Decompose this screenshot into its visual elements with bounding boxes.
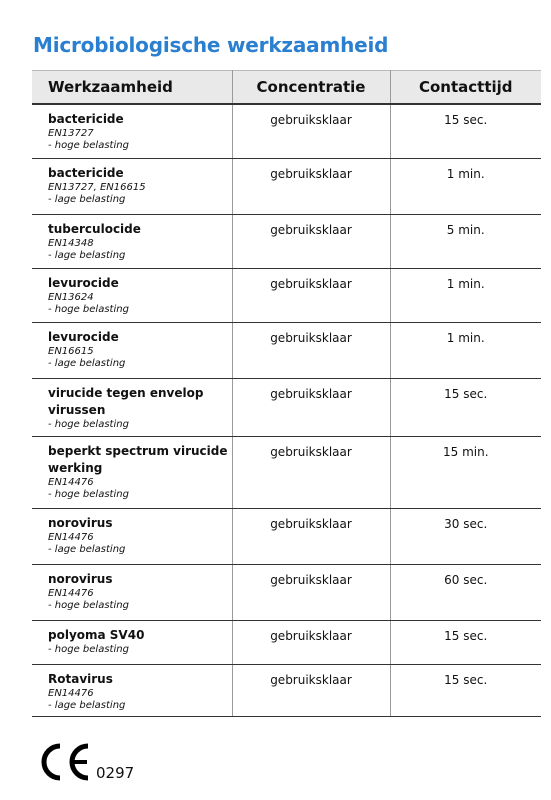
table-row bbox=[32, 664, 541, 716]
concentration-cell: gebruiksklaar bbox=[232, 104, 390, 158]
contact-time-cell: 15 sec. bbox=[390, 664, 541, 716]
contact-time-cell: 1 min. bbox=[390, 158, 541, 214]
notified-body-number: 0297 bbox=[96, 764, 135, 782]
activity-load: - lage belasting bbox=[48, 249, 126, 261]
table-row bbox=[32, 378, 541, 436]
contact-time-cell: 15 sec. bbox=[390, 104, 541, 158]
concentration-cell: gebruiksklaar bbox=[232, 158, 390, 214]
activity-name: beperkt spectrum virucide werking bbox=[48, 443, 228, 475]
activity-standard: EN14476 bbox=[48, 587, 94, 599]
contact-time-cell: 15 min. bbox=[390, 436, 541, 508]
table-row bbox=[32, 436, 541, 508]
activity-load: - lage belasting bbox=[48, 193, 126, 205]
activity-load: - lage belasting bbox=[48, 357, 126, 369]
concentration-cell: gebruiksklaar bbox=[232, 268, 390, 322]
activity-cell bbox=[32, 322, 232, 378]
activity-standard: EN14348 bbox=[48, 237, 94, 249]
activity-load: - hoge belasting bbox=[48, 599, 129, 611]
concentration-cell: gebruiksklaar bbox=[232, 378, 390, 436]
concentration-cell: gebruiksklaar bbox=[232, 620, 390, 664]
ce-certification bbox=[38, 742, 134, 782]
activity-load: - hoge belasting bbox=[48, 140, 129, 151]
activity-name: norovirus bbox=[48, 571, 113, 586]
contact-time-cell: 30 sec. bbox=[390, 508, 541, 564]
activity-name: levurocide bbox=[48, 329, 119, 344]
concentration-cell: gebruiksklaar bbox=[232, 214, 390, 268]
activity-load: - hoge belasting bbox=[48, 303, 129, 315]
activity-cell bbox=[32, 508, 232, 564]
contact-time-cell: 1 min. bbox=[390, 322, 541, 378]
activity-standard: EN14476 bbox=[48, 476, 94, 488]
table-row bbox=[32, 158, 541, 214]
activity-cell bbox=[32, 214, 232, 268]
activity-name: polyoma SV40 bbox=[48, 627, 145, 642]
activity-standard: EN16615 bbox=[48, 345, 94, 357]
activity-load: - hoge belasting bbox=[48, 418, 129, 430]
table-row bbox=[32, 268, 541, 322]
activity-name: bactericide bbox=[48, 165, 124, 180]
activity-name: norovirus bbox=[48, 515, 113, 530]
activity-name: tuberculocide bbox=[48, 221, 141, 236]
activity-standard: EN14476 bbox=[48, 687, 94, 699]
activity-standard: EN13727 bbox=[48, 128, 94, 139]
table-row bbox=[32, 104, 541, 158]
table-row bbox=[32, 620, 541, 664]
activity-cell bbox=[32, 436, 232, 508]
concentration-cell: gebruiksklaar bbox=[232, 564, 390, 620]
activity-load: - lage belasting bbox=[48, 699, 126, 711]
contact-time-cell: 60 sec. bbox=[390, 564, 541, 620]
contact-time-cell: 5 min. bbox=[390, 214, 541, 268]
activity-cell bbox=[32, 104, 232, 158]
activity-cell bbox=[32, 564, 232, 620]
activity-name: virucide tegen envelop virussen bbox=[48, 385, 204, 417]
activity-standard: EN13624 bbox=[48, 291, 94, 303]
table-header-row bbox=[32, 71, 541, 105]
activity-standard: EN13727, EN16615 bbox=[48, 181, 146, 193]
efficacy-table bbox=[32, 70, 541, 717]
activity-standard: EN14476 bbox=[48, 531, 94, 543]
ce-mark-icon bbox=[38, 742, 92, 782]
page-title: Microbiologische werkzaamheid bbox=[33, 33, 389, 57]
header-concentration: Concentratie bbox=[232, 71, 390, 105]
contact-time-cell: 15 sec. bbox=[390, 620, 541, 664]
table-row bbox=[32, 564, 541, 620]
concentration-cell: gebruiksklaar bbox=[232, 322, 390, 378]
activity-name: Rotavirus bbox=[48, 671, 113, 686]
activity-cell bbox=[32, 158, 232, 214]
concentration-cell: gebruiksklaar bbox=[232, 508, 390, 564]
table-row bbox=[32, 214, 541, 268]
activity-name: bactericide bbox=[48, 112, 124, 126]
header-contact-time: Contacttijd bbox=[390, 71, 541, 105]
activity-load: - hoge belasting bbox=[48, 643, 129, 655]
table-row bbox=[32, 322, 541, 378]
activity-load: - lage belasting bbox=[48, 543, 126, 555]
activity-cell bbox=[32, 664, 232, 716]
activity-cell bbox=[32, 268, 232, 322]
contact-time-cell: 1 min. bbox=[390, 268, 541, 322]
contact-time-cell: 15 sec. bbox=[390, 378, 541, 436]
activity-load: - hoge belasting bbox=[48, 488, 129, 500]
activity-name: levurocide bbox=[48, 275, 119, 290]
activity-cell bbox=[32, 620, 232, 664]
concentration-cell: gebruiksklaar bbox=[232, 436, 390, 508]
table-row bbox=[32, 508, 541, 564]
activity-cell bbox=[32, 378, 232, 436]
concentration-cell: gebruiksklaar bbox=[232, 664, 390, 716]
header-activity: Werkzaamheid bbox=[32, 71, 232, 105]
